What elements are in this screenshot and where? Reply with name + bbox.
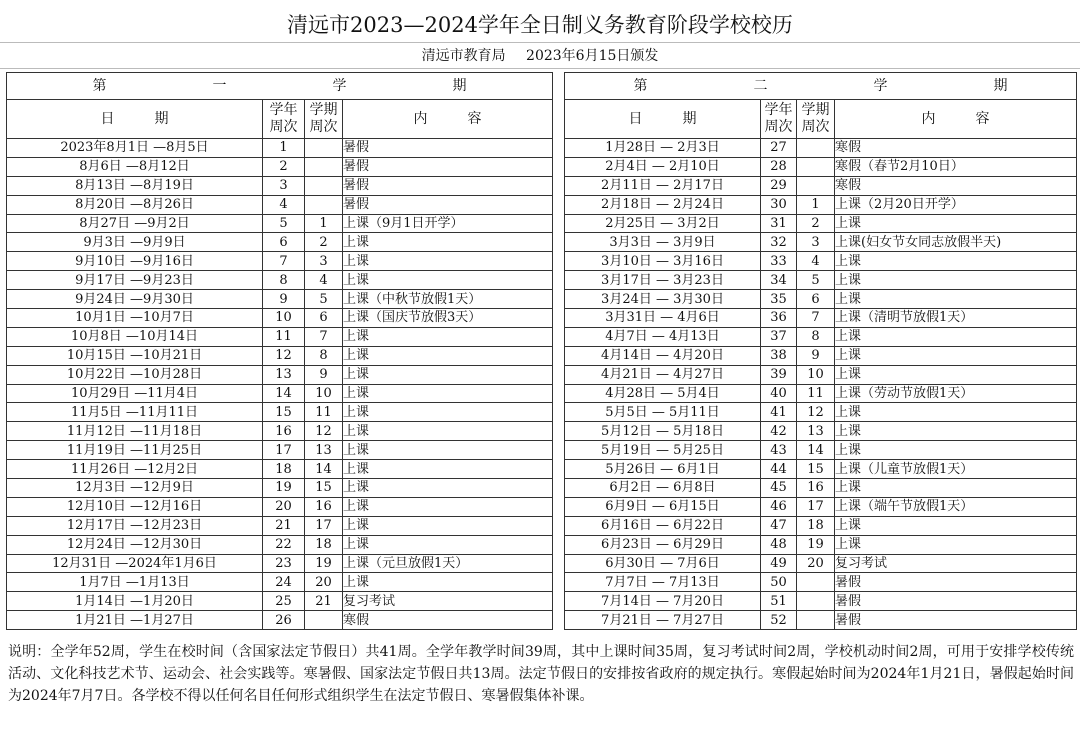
table-row (565, 497, 1077, 516)
date-cell: 6月30日 — 7月6日 (565, 554, 761, 573)
year-week-cell: 20 (263, 497, 305, 516)
year-week-cell: 26 (263, 611, 305, 630)
content-cell: 上课 (835, 479, 1077, 498)
year-week-header: 学年周次 (761, 100, 797, 139)
term-week-cell: 11 (797, 384, 835, 403)
content-cell: 上课 (343, 441, 553, 460)
date-cell: 9月10日 —9月16日 (7, 252, 263, 271)
term-week-cell: 3 (305, 252, 343, 271)
content-cell: 上课 (343, 252, 553, 271)
date-cell: 4月28日 — 5月4日 (565, 384, 761, 403)
term-week-cell: 17 (305, 516, 343, 535)
content-cell: 寒假 (343, 611, 553, 630)
table-row (7, 384, 553, 403)
date-cell: 9月3日 —9月9日 (7, 233, 263, 252)
content-cell: 上课 (343, 497, 553, 516)
year-week-cell: 3 (263, 176, 305, 195)
year-week-cell: 39 (761, 365, 797, 384)
date-cell: 5月12日 — 5月18日 (565, 422, 761, 441)
year-week-cell: 1 (263, 139, 305, 158)
year-week-cell: 38 (761, 346, 797, 365)
year-week-cell: 40 (761, 384, 797, 403)
content-cell: 复习考试 (343, 592, 553, 611)
date-cell: 9月17日 —9月23日 (7, 271, 263, 290)
table-row (7, 592, 553, 611)
table-row (565, 592, 1077, 611)
term-week-cell (305, 611, 343, 630)
semester1-label: 第 一 学 期 (7, 73, 553, 100)
date-cell: 2月25日 — 3月2日 (565, 214, 761, 233)
year-week-cell: 18 (263, 460, 305, 479)
date-cell: 6月16日 — 6月22日 (565, 516, 761, 535)
date-cell: 4月7日 — 4月13日 (565, 327, 761, 346)
year-week-cell: 22 (263, 535, 305, 554)
year-week-cell: 12 (263, 346, 305, 365)
issuer-line (0, 44, 1080, 69)
semester2-label: 第 二 学 期 (565, 73, 1077, 100)
table-row (565, 365, 1077, 384)
content-cell: 上课 (835, 271, 1077, 290)
year-week-cell: 2 (263, 157, 305, 176)
date-cell: 4月21日 — 4月27日 (565, 365, 761, 384)
term-week-cell: 15 (305, 479, 343, 498)
term-week-cell: 5 (797, 271, 835, 290)
year-week-cell: 51 (761, 592, 797, 611)
table-row (565, 139, 1077, 158)
term-week-cell: 6 (305, 309, 343, 328)
date-cell: 11月12日 —11月18日 (7, 422, 263, 441)
table-row (565, 611, 1077, 630)
date-cell: 6月23日 — 6月29日 (565, 535, 761, 554)
date-header: 日 期 (565, 100, 761, 139)
date-cell: 5月26日 — 6月1日 (565, 460, 761, 479)
date-cell: 11月26日 —12月2日 (7, 460, 263, 479)
year-week-cell: 31 (761, 214, 797, 233)
year-week-cell: 13 (263, 365, 305, 384)
table-row (7, 497, 553, 516)
content-header: 内 容 (343, 100, 553, 139)
content-cell: 上课（国庆节放假3天） (343, 309, 553, 328)
term-week-cell (797, 611, 835, 630)
content-cell: 复习考试 (835, 554, 1077, 573)
date-cell: 3月17日 — 3月23日 (565, 271, 761, 290)
table-row (565, 460, 1077, 479)
year-week-cell: 47 (761, 516, 797, 535)
table-row (565, 422, 1077, 441)
table-row (7, 403, 553, 422)
year-week-cell: 32 (761, 233, 797, 252)
term-week-cell: 14 (797, 441, 835, 460)
term-week-cell: 12 (305, 422, 343, 441)
date-cell: 5月5日 — 5月11日 (565, 403, 761, 422)
content-cell: 上课（9月1日开学） (343, 214, 553, 233)
year-week-cell: 23 (263, 554, 305, 573)
term-week-cell (305, 195, 343, 214)
content-cell: 上课 (343, 346, 553, 365)
year-week-cell: 49 (761, 554, 797, 573)
year-week-cell: 27 (761, 139, 797, 158)
term-week-cell (305, 176, 343, 195)
year-week-cell: 11 (263, 327, 305, 346)
table-row (7, 535, 553, 554)
table-row (565, 346, 1077, 365)
content-cell: 上课(妇女节女同志放假半天) (835, 233, 1077, 252)
content-cell: 上课（劳动节放假1天） (835, 384, 1077, 403)
content-cell: 上课 (835, 346, 1077, 365)
year-week-cell: 30 (761, 195, 797, 214)
term-week-cell: 2 (797, 214, 835, 233)
content-cell: 上课（元旦放假1天） (343, 554, 553, 573)
issued-date: 2023年6月15日颁发 (526, 48, 659, 64)
date-cell: 1月28日 — 2月3日 (565, 139, 761, 158)
date-cell: 2月11日 — 2月17日 (565, 176, 761, 195)
table-row (565, 384, 1077, 403)
year-week-cell: 35 (761, 290, 797, 309)
content-cell: 寒假（春节2月10日） (835, 157, 1077, 176)
date-cell: 1月7日 —1月13日 (7, 573, 263, 592)
term-week-cell: 17 (797, 497, 835, 516)
content-cell: 寒假 (835, 176, 1077, 195)
term-week-cell: 10 (797, 365, 835, 384)
date-cell: 12月3日 —12月9日 (7, 479, 263, 498)
date-cell: 7月7日 — 7月13日 (565, 573, 761, 592)
year-week-cell: 41 (761, 403, 797, 422)
table-row (565, 441, 1077, 460)
content-cell: 暑假 (343, 195, 553, 214)
table-row (7, 365, 553, 384)
term-week-cell: 10 (305, 384, 343, 403)
term-week-cell: 16 (305, 497, 343, 516)
table-row (7, 139, 553, 158)
table-row (565, 252, 1077, 271)
content-cell: 上课 (343, 403, 553, 422)
table-row (7, 573, 553, 592)
year-week-cell: 34 (761, 271, 797, 290)
date-cell: 11月19日 —11月25日 (7, 441, 263, 460)
year-week-cell: 52 (761, 611, 797, 630)
term-week-cell: 14 (305, 460, 343, 479)
page-title: 清远市2023—2024学年全日制义务教育阶段学校校历 (0, 8, 1080, 43)
table-row (565, 554, 1077, 573)
date-cell: 6月2日 — 6月8日 (565, 479, 761, 498)
year-week-cell: 42 (761, 422, 797, 441)
date-cell: 1月14日 —1月20日 (7, 592, 263, 611)
term-week-cell: 7 (797, 309, 835, 328)
content-cell: 上课 (835, 214, 1077, 233)
year-week-cell: 45 (761, 479, 797, 498)
date-cell: 6月9日 — 6月15日 (565, 497, 761, 516)
year-week-cell: 25 (263, 592, 305, 611)
content-cell: 上课 (343, 479, 553, 498)
term-week-cell: 13 (797, 422, 835, 441)
table-row (565, 573, 1077, 592)
year-week-cell: 6 (263, 233, 305, 252)
content-cell: 暑假 (835, 611, 1077, 630)
date-cell: 3月24日 — 3月30日 (565, 290, 761, 309)
table-row (7, 252, 553, 271)
year-week-cell: 37 (761, 327, 797, 346)
term-week-cell: 1 (797, 195, 835, 214)
year-week-cell: 28 (761, 157, 797, 176)
table-row (565, 309, 1077, 328)
content-cell: 暑假 (835, 573, 1077, 592)
date-cell: 9月24日 —9月30日 (7, 290, 263, 309)
term-week-cell (797, 157, 835, 176)
year-week-cell: 29 (761, 176, 797, 195)
year-week-cell: 19 (263, 479, 305, 498)
table-row (7, 271, 553, 290)
year-week-cell: 17 (263, 441, 305, 460)
table-row (7, 554, 553, 573)
term-week-cell (797, 592, 835, 611)
year-week-cell: 46 (761, 497, 797, 516)
year-week-cell: 7 (263, 252, 305, 271)
term-week-cell: 19 (305, 554, 343, 573)
content-cell: 上课 (343, 460, 553, 479)
term-week-cell: 9 (797, 346, 835, 365)
term-week-cell: 21 (305, 592, 343, 611)
content-cell: 上课 (835, 441, 1077, 460)
content-cell: 上课（端午节放假1天） (835, 497, 1077, 516)
table-row (7, 346, 553, 365)
semester1-table (6, 72, 553, 630)
date-cell: 11月5日 —11月11日 (7, 403, 263, 422)
year-week-cell: 24 (263, 573, 305, 592)
date-cell: 3月10日 — 3月16日 (565, 252, 761, 271)
content-cell: 上课 (343, 573, 553, 592)
table-row (7, 460, 553, 479)
content-cell: 上课 (343, 516, 553, 535)
content-cell: 上课 (343, 365, 553, 384)
table-row (565, 479, 1077, 498)
date-cell: 2月4日 — 2月10日 (565, 157, 761, 176)
content-cell: 上课 (835, 403, 1077, 422)
year-week-header: 学年周次 (263, 100, 305, 139)
term-week-cell (797, 176, 835, 195)
year-week-cell: 14 (263, 384, 305, 403)
date-cell: 10月22日 —10月28日 (7, 365, 263, 384)
term-week-cell: 3 (797, 233, 835, 252)
date-cell: 12月24日 —12月30日 (7, 535, 263, 554)
table-row (7, 516, 553, 535)
term-week-cell: 13 (305, 441, 343, 460)
date-cell: 8月27日 —9月2日 (7, 214, 263, 233)
table-row (565, 271, 1077, 290)
content-cell: 上课 (343, 422, 553, 441)
term-week-cell (797, 573, 835, 592)
date-cell: 8月13日 —8月19日 (7, 176, 263, 195)
table-row (565, 214, 1077, 233)
date-cell: 3月31日 — 4月6日 (565, 309, 761, 328)
table-row (7, 309, 553, 328)
term-week-cell: 5 (305, 290, 343, 309)
table-row (565, 535, 1077, 554)
year-week-cell: 44 (761, 460, 797, 479)
table-row (565, 176, 1077, 195)
term-week-cell: 6 (797, 290, 835, 309)
content-cell: 暑假 (343, 139, 553, 158)
year-week-cell: 33 (761, 252, 797, 271)
term-week-cell: 11 (305, 403, 343, 422)
year-week-cell: 5 (263, 214, 305, 233)
table-row (7, 176, 553, 195)
year-week-cell: 43 (761, 441, 797, 460)
term-week-cell: 20 (797, 554, 835, 573)
content-header: 内 容 (835, 100, 1077, 139)
term-week-cell: 2 (305, 233, 343, 252)
date-cell: 5月19日 — 5月25日 (565, 441, 761, 460)
date-cell: 7月21日 — 7月27日 (565, 611, 761, 630)
year-week-cell: 15 (263, 403, 305, 422)
term-week-cell: 9 (305, 365, 343, 384)
year-week-cell: 8 (263, 271, 305, 290)
table-row (7, 611, 553, 630)
term-week-header: 学期周次 (797, 100, 835, 139)
date-header: 日 期 (7, 100, 263, 139)
year-week-cell: 4 (263, 195, 305, 214)
date-cell: 10月29日 —11月4日 (7, 384, 263, 403)
content-cell: 寒假 (835, 139, 1077, 158)
content-cell: 上课 (343, 535, 553, 554)
table-row (565, 516, 1077, 535)
table-row (7, 441, 553, 460)
content-cell: 上课 (343, 233, 553, 252)
term-week-cell (797, 139, 835, 158)
date-cell: 12月10日 —12月16日 (7, 497, 263, 516)
term-week-cell (305, 157, 343, 176)
issuer: 清远市教育局 (421, 48, 506, 64)
term-week-cell: 8 (305, 346, 343, 365)
year-week-cell: 48 (761, 535, 797, 554)
content-cell: 上课 (835, 422, 1077, 441)
table-row (7, 233, 553, 252)
date-cell: 12月31日 —2024年1月6日 (7, 554, 263, 573)
table-row (565, 290, 1077, 309)
table-row (7, 479, 553, 498)
term-week-cell: 16 (797, 479, 835, 498)
date-cell: 12月17日 —12月23日 (7, 516, 263, 535)
content-cell: 暑假 (835, 592, 1077, 611)
date-cell: 8月20日 —8月26日 (7, 195, 263, 214)
term-week-cell: 12 (797, 403, 835, 422)
explanation-note: 说明：全学年52周，学生在校时间（含国家法定节假日）共41周。全学年教学时间39周，其中上课时间35周，复习考试时间2周，学校机动时间2周，可用于安排学校传统活动、文化科技艺术节、运动会、社会实践等。寒暑假、国家法定节假日共13周。法定节假日的安排按省政府的规定执行。寒假起始时间为2024年1月21日，暑假起始时间为2024年7月7日。各学校不得以任何名目任何形式组织学生在法定节假日、寒暑假集体补课。 (8, 644, 1074, 704)
content-cell: 上课 (835, 290, 1077, 309)
content-cell: 上课 (835, 252, 1077, 271)
date-cell: 8月6日 —8月12日 (7, 157, 263, 176)
content-cell: 上课（清明节放假1天） (835, 309, 1077, 328)
term-week-cell (305, 139, 343, 158)
content-cell: 上课（儿童节放假1天） (835, 460, 1077, 479)
date-cell: 3月3日 — 3月9日 (565, 233, 761, 252)
year-week-cell: 16 (263, 422, 305, 441)
year-week-cell: 36 (761, 309, 797, 328)
content-cell: 上课 (835, 365, 1077, 384)
content-cell: 上课 (343, 271, 553, 290)
semester2-table (564, 72, 1077, 630)
table-row (7, 157, 553, 176)
term-week-cell: 18 (305, 535, 343, 554)
term-week-cell: 4 (797, 252, 835, 271)
table-row (565, 403, 1077, 422)
date-cell: 1月21日 —1月27日 (7, 611, 263, 630)
term-week-cell: 19 (797, 535, 835, 554)
content-cell: 上课 (343, 384, 553, 403)
content-cell: 上课 (835, 535, 1077, 554)
table-row (7, 195, 553, 214)
date-cell: 7月14日 — 7月20日 (565, 592, 761, 611)
term-week-header: 学期周次 (305, 100, 343, 139)
table-row (565, 233, 1077, 252)
date-cell: 4月14日 — 4月20日 (565, 346, 761, 365)
table-row (565, 327, 1077, 346)
table-row (7, 327, 553, 346)
content-cell: 上课 (343, 327, 553, 346)
term-week-cell: 15 (797, 460, 835, 479)
content-cell: 暑假 (343, 157, 553, 176)
content-cell: 暑假 (343, 176, 553, 195)
date-cell: 2023年8月1日 —8月5日 (7, 139, 263, 158)
term-week-cell: 7 (305, 327, 343, 346)
date-cell: 10月1日 —10月7日 (7, 309, 263, 328)
table-row (7, 290, 553, 309)
year-week-cell: 9 (263, 290, 305, 309)
term-week-cell: 18 (797, 516, 835, 535)
term-week-cell: 8 (797, 327, 835, 346)
content-cell: 上课（中秋节放假1天） (343, 290, 553, 309)
term-week-cell: 1 (305, 214, 343, 233)
content-cell: 上课 (835, 516, 1077, 535)
year-week-cell: 10 (263, 309, 305, 328)
content-cell: 上课 (835, 327, 1077, 346)
year-week-cell: 21 (263, 516, 305, 535)
table-row (565, 195, 1077, 214)
date-cell: 10月8日 —10月14日 (7, 327, 263, 346)
term-week-cell: 4 (305, 271, 343, 290)
date-cell: 10月15日 —10月21日 (7, 346, 263, 365)
year-week-cell: 50 (761, 573, 797, 592)
table-row (7, 214, 553, 233)
table-row (7, 422, 553, 441)
date-cell: 2月18日 — 2月24日 (565, 195, 761, 214)
term-week-cell: 20 (305, 573, 343, 592)
content-cell: 上课（2月20日开学） (835, 195, 1077, 214)
table-row (565, 157, 1077, 176)
